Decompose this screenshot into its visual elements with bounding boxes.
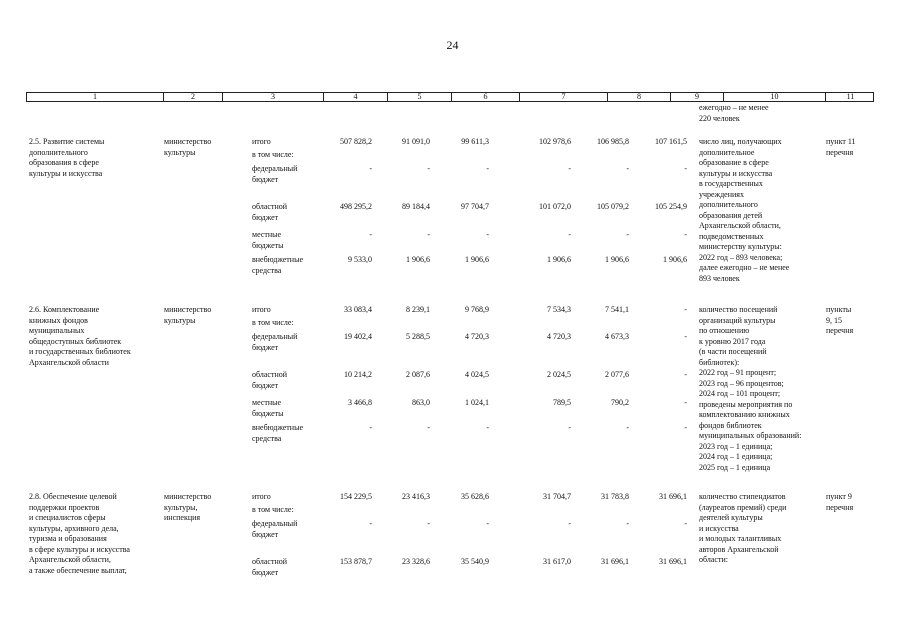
result-indicator-line: комплектованию книжных <box>699 410 790 419</box>
result-indicator-line: (в части посещений <box>699 347 767 356</box>
funding-value: 9 768,9 <box>465 305 489 314</box>
funding-value: - <box>486 230 489 239</box>
list-reference-line: пункт 11 <box>826 137 856 146</box>
column-header-10: 10 <box>723 93 825 101</box>
funding-source-label: средства <box>252 265 282 275</box>
result-indicator-line: учреждениях <box>699 189 744 199</box>
result-indicator-line: Архангельской области, <box>699 221 781 230</box>
funding-value: 35 540,9 <box>461 557 489 566</box>
funding-value: 507 828,2 <box>340 137 372 146</box>
result-indicator-line: библиотек): <box>699 357 740 367</box>
result-indicator-line: области: <box>699 555 728 564</box>
result-indicator-line: и искусства <box>699 523 739 533</box>
funding-value: 31 696,1 <box>601 557 629 566</box>
funding-source-label: федеральный <box>252 519 298 528</box>
funding-value: - <box>369 423 372 432</box>
funding-value: - <box>369 164 372 173</box>
result-indicator-line: министерству культуры: <box>699 242 782 251</box>
measure-name-line: и государственных библиотек <box>29 347 131 356</box>
column-header-5: 5 <box>387 93 451 101</box>
result-indicator-line: авторов Архангельской <box>699 544 779 554</box>
executor-line: инспекция <box>164 513 201 522</box>
measure-name-line: книжных фондов <box>29 315 88 325</box>
result-indicator-line: к уровню 2017 года <box>699 336 766 346</box>
funding-value: 105 254,9 <box>655 202 687 211</box>
funding-value: 33 083,4 <box>344 305 372 314</box>
measure-name-line: культуры, архивного дела, <box>29 523 119 533</box>
funding-value: 498 295,2 <box>340 202 372 211</box>
funding-value: - <box>684 519 687 528</box>
funding-value: 3 466,8 <box>348 398 372 407</box>
result-indicator-line: образования детей <box>699 210 763 220</box>
measure-name-line: туризма и образования <box>29 534 107 543</box>
column-header-2: 2 <box>163 93 222 101</box>
funding-value: 7 541,1 <box>605 305 629 314</box>
measure-name-line: а также обеспечение выплат, <box>29 565 127 575</box>
funding-value: - <box>626 519 629 528</box>
result-indicator-line: по отношению <box>699 326 750 335</box>
funding-source-label: в том числе: <box>252 150 294 159</box>
funding-value: 4 720,3 <box>547 332 571 341</box>
measure-name-line: муниципальных <box>29 326 85 335</box>
table-header-row <box>26 92 874 102</box>
funding-value: 789,5 <box>553 398 571 407</box>
funding-source-label: бюджет <box>252 529 279 539</box>
funding-value: - <box>684 332 687 341</box>
funding-value: 31 696,1 <box>659 492 687 501</box>
list-reference-line: пункты <box>826 305 852 314</box>
result-indicator-line: образование в сфере <box>699 158 769 167</box>
funding-value: 23 416,3 <box>402 492 430 501</box>
funding-value: 31 704,7 <box>543 492 571 501</box>
column-header-8: 8 <box>607 93 670 101</box>
funding-source-label: итого <box>252 305 271 314</box>
funding-source-label: в том числе: <box>252 318 294 327</box>
result-indicator-line: фондов библиотек <box>699 420 762 430</box>
funding-value: 89 184,4 <box>402 202 430 211</box>
funding-value: 31 783,8 <box>601 492 629 501</box>
executor-line: министерство <box>164 492 212 501</box>
funding-value: - <box>568 423 571 432</box>
funding-source-label: в том числе: <box>252 505 294 514</box>
funding-value: - <box>427 164 430 173</box>
funding-value: - <box>684 370 687 379</box>
funding-source-label: местные <box>252 230 282 239</box>
funding-value: 97 704,7 <box>461 202 489 211</box>
funding-value: - <box>568 164 571 173</box>
result-indicator-line: муниципальных образований: <box>699 431 802 440</box>
measure-name-line: культуры и искусства <box>29 168 103 178</box>
result-indicator-line: организаций культуры <box>699 315 776 325</box>
result-indicator-line: (лауреатов премий) среди <box>699 502 787 512</box>
executor-line: министерство <box>164 137 212 146</box>
executor-line: министерство <box>164 305 212 314</box>
funding-value: 91 091,0 <box>402 137 430 146</box>
result-indicator-line: культуры и искусства <box>699 168 773 178</box>
funding-source-label: бюджет <box>252 212 279 222</box>
result-indicator-line: подведомственных <box>699 231 764 241</box>
funding-value: - <box>684 423 687 432</box>
funding-value: - <box>369 519 372 528</box>
executor-line: культуры, <box>164 502 198 512</box>
funding-source-label: бюджет <box>252 380 279 390</box>
funding-value: 8 239,1 <box>406 305 430 314</box>
result-indicator-line: количество стипендиатов <box>699 492 786 501</box>
column-header-11: 11 <box>825 93 875 101</box>
funding-value: 107 161,5 <box>655 137 687 146</box>
list-reference-line: перечня <box>826 147 854 157</box>
funding-value: 153 878,7 <box>340 557 372 566</box>
result-indicator-line: 2023 год – 1 единица; <box>699 441 773 451</box>
result-indicator-line: 2025 год – 1 единица <box>699 462 771 472</box>
funding-value: - <box>486 164 489 173</box>
funding-source-label: итого <box>252 137 271 146</box>
funding-value: - <box>626 164 629 173</box>
funding-value: 102 978,6 <box>539 137 571 146</box>
funding-value: - <box>369 230 372 239</box>
column-header-7: 7 <box>519 93 607 101</box>
funding-value: 10 214,2 <box>344 370 372 379</box>
funding-value: 4 024,5 <box>465 370 489 379</box>
funding-source-label: бюджет <box>252 174 279 184</box>
measure-name-line: дополнительного <box>29 147 88 157</box>
funding-value: 99 611,3 <box>461 137 489 146</box>
funding-value: 2 024,5 <box>547 370 571 379</box>
result-indicator-line: 2023 год – 96 процентов; <box>699 378 784 388</box>
result-indicator-line: количество посещений <box>699 305 778 314</box>
funding-value: - <box>427 423 430 432</box>
carryover-result-line: ежегодно – не менее <box>699 103 769 112</box>
funding-value: 790,2 <box>611 398 629 407</box>
result-indicator-line: дополнительное <box>699 147 755 157</box>
result-indicator-line: далее ежегодно – не менее <box>699 263 790 272</box>
funding-value: 7 534,3 <box>547 305 571 314</box>
funding-value: 1 024,1 <box>465 398 489 407</box>
column-header-3: 3 <box>222 93 323 101</box>
funding-value: - <box>626 423 629 432</box>
column-header-6: 6 <box>451 93 519 101</box>
funding-value: - <box>427 230 430 239</box>
executor-line: культуры <box>164 315 196 325</box>
funding-value: 2 087,6 <box>406 370 430 379</box>
executor-line: культуры <box>164 147 196 157</box>
funding-source-label: итого <box>252 492 271 501</box>
funding-source-label: бюджеты <box>252 408 284 418</box>
measure-name-line: в сфере культуры и искусства <box>29 544 130 554</box>
measure-name-line: 2.8. Обеспечение целевой <box>29 492 117 501</box>
funding-source-label: бюджеты <box>252 240 284 250</box>
funding-value: 106 985,8 <box>597 137 629 146</box>
funding-source-label: федеральный <box>252 332 298 341</box>
funding-value: 9 533,0 <box>348 255 372 264</box>
funding-source-label: местные <box>252 398 282 407</box>
result-indicator-line: дополнительного <box>699 200 758 209</box>
funding-value: - <box>684 230 687 239</box>
funding-value: - <box>427 519 430 528</box>
funding-source-label: внебюджетные <box>252 255 303 264</box>
result-indicator-line: 2022 год – 893 человека; <box>699 252 783 262</box>
list-reference-line: пункт 9 <box>826 492 852 501</box>
result-indicator-line: 2024 год – 1 единица; <box>699 452 773 461</box>
funding-value: - <box>684 164 687 173</box>
measure-name-line: 2.5. Развитие системы <box>29 137 105 146</box>
result-indicator-line: в государственных <box>699 179 763 188</box>
result-indicator-line: 893 человек <box>699 273 740 283</box>
funding-source-label: внебюджетные <box>252 423 303 432</box>
result-indicator-line: число лиц, получающих <box>699 137 782 146</box>
list-reference-line: перечня <box>826 502 854 512</box>
funding-source-label: средства <box>252 433 282 443</box>
result-indicator-line: 2022 год – 91 процент; <box>699 368 777 377</box>
funding-value: 2 077,6 <box>605 370 629 379</box>
carryover-result-line: 220 человек <box>699 113 740 123</box>
list-reference-line: перечня <box>826 326 854 335</box>
result-indicator-line: проведены мероприятия по <box>699 399 793 409</box>
page-number: 24 <box>446 38 459 52</box>
measure-name-line: Архангельской области, <box>29 555 111 564</box>
column-header-1: 1 <box>93 92 97 101</box>
funding-source-label: областной <box>252 370 288 379</box>
funding-value: - <box>486 423 489 432</box>
funding-source-label: бюджет <box>252 342 279 352</box>
funding-value: 863,0 <box>412 398 430 407</box>
funding-value: 35 628,6 <box>461 492 489 501</box>
column-header-9: 9 <box>670 93 723 101</box>
funding-value: - <box>568 230 571 239</box>
funding-value: 1 906,6 <box>547 255 571 264</box>
funding-value: 1 906,6 <box>605 255 629 264</box>
funding-value: - <box>626 230 629 239</box>
funding-value: 101 072,0 <box>539 202 571 211</box>
result-indicator-line: деятелей культуры <box>699 513 763 522</box>
funding-value: 1 906,6 <box>406 255 430 264</box>
measure-name-line: Архангельской области <box>29 357 109 367</box>
funding-value: - <box>684 305 687 314</box>
funding-value: 154 229,5 <box>340 492 372 501</box>
funding-value: - <box>568 519 571 528</box>
funding-value: 4 720,3 <box>465 332 489 341</box>
measure-name-line: общедоступных библиотек <box>29 336 122 346</box>
measure-name-line: поддержки проектов <box>29 502 100 512</box>
funding-value: 23 328,6 <box>402 557 430 566</box>
funding-value: - <box>486 519 489 528</box>
funding-source-label: областной <box>252 557 288 566</box>
funding-value: 31 617,0 <box>543 557 571 566</box>
funding-value: 1 906,6 <box>663 255 687 264</box>
funding-value: 4 673,3 <box>605 332 629 341</box>
measure-name-line: и специалистов сферы <box>29 513 106 522</box>
funding-value: - <box>684 398 687 407</box>
funding-source-label: бюджет <box>252 567 279 577</box>
funding-value: 19 402,4 <box>344 332 372 341</box>
funding-value: 105 079,2 <box>597 202 629 211</box>
funding-source-label: областной <box>252 202 288 211</box>
result-indicator-line: 2024 год – 101 процент; <box>699 389 781 398</box>
list-reference-line: 9, 15 <box>826 315 842 325</box>
result-indicator-line: и молодых талантливых <box>699 534 782 543</box>
funding-value: 1 906,6 <box>465 255 489 264</box>
funding-value: 5 288,5 <box>406 332 430 341</box>
measure-name-line: 2.6. Комплектование <box>29 305 100 314</box>
funding-value: 31 696,1 <box>659 557 687 566</box>
measure-name-line: образования в сфере <box>29 158 99 167</box>
column-header-4: 4 <box>323 93 387 101</box>
funding-source-label: федеральный <box>252 164 298 173</box>
